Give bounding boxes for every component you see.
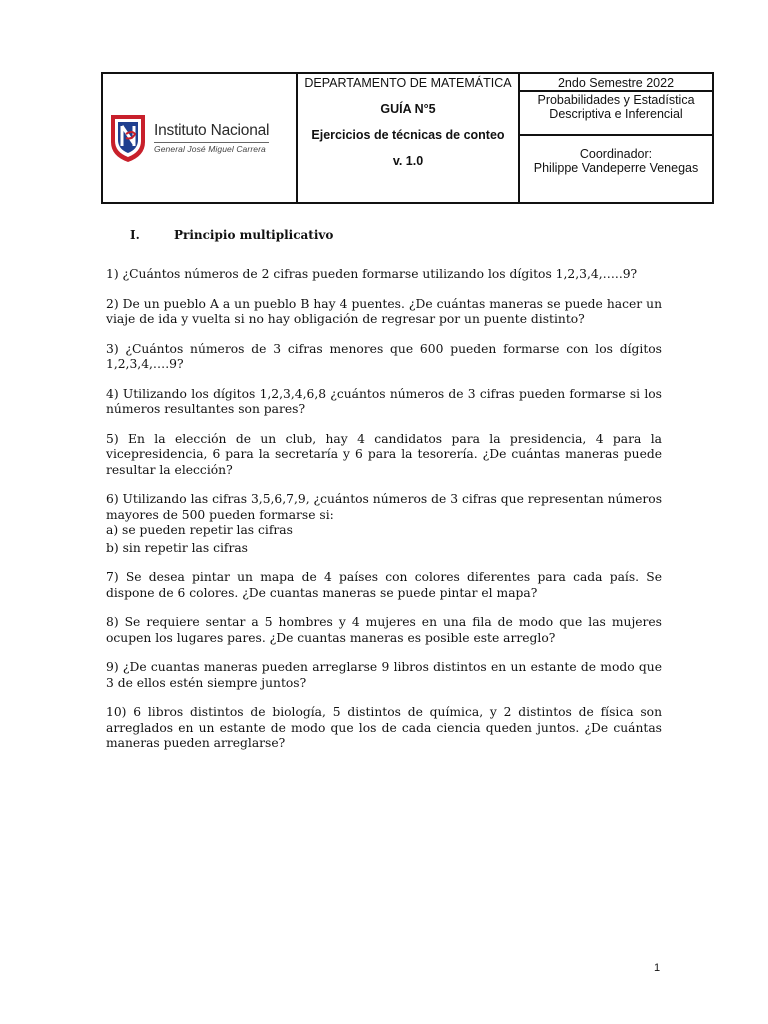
section-title: Principio multiplicativo bbox=[174, 228, 334, 242]
question-3: 3) ¿Cuántos números de 3 cifras menores que 600 pueden formarse con los dígitos 1,2,3,4,….9? bbox=[106, 341, 662, 371]
coordinator bbox=[520, 136, 712, 202]
guide-info-cell bbox=[298, 74, 520, 202]
question-1: 1) ¿Cuántos números de 2 cifras pueden formarse utilizando los dígitos 1,2,3,4,…..9? bbox=[106, 267, 638, 281]
coordinator-name: Philippe Vandeperre Venegas bbox=[533, 161, 699, 175]
guide-version: v. 1.0 bbox=[392, 154, 424, 168]
section-heading bbox=[130, 228, 333, 242]
questions-list bbox=[106, 267, 662, 766]
institution-subtitle: General José Miguel Carrera bbox=[154, 142, 269, 154]
page-number: 1 bbox=[654, 962, 661, 974]
course-info-cell bbox=[520, 74, 712, 202]
question-10: 10) 6 libros distintos de biología, 5 distintos de química, y 2 distintos de física son arreglados en un estante de modo que los de cada ciencia queden juntos. ¿De cuántas maneras pueden arreglarse? bbox=[106, 705, 662, 750]
guide-topic: Ejercicios de técnicas de conteo bbox=[311, 128, 505, 142]
question-2: 2) De un pueblo A a un pueblo B hay 4 puentes. ¿De cuántas maneras se puede hacer un viaje de ida y vuelta si no hay obligación de regresar por un puente distinto? bbox=[106, 296, 662, 326]
coordinator-label: Coordinador: bbox=[579, 147, 653, 161]
question-8: 8) Se requiere sentar a 5 hombres y 4 mujeres en una fila de modo que las mujeres ocupen los lugares pares. ¿De cuantas maneras es posible este arreglo? bbox=[106, 615, 662, 645]
department-name: DEPARTAMENTO DE MATEMÁTICA bbox=[304, 76, 512, 90]
question-6-option-a: a) se pueden repetir las cifras bbox=[106, 523, 293, 537]
question-5: 5) En la elección de un club, hay 4 candidatos para la presidencia, 4 para la vicepresidencia, 6 para la secretaría y 6 para la tesorería. ¿De cuántas maneras puede resultar la elección? bbox=[106, 431, 662, 477]
question-4: 4) Utilizando los dígitos 1,2,3,4,6,8 ¿cuántos números de 3 cifras pueden formarse si los números resultantes son pares? bbox=[106, 386, 662, 416]
section-number: I. bbox=[130, 228, 140, 242]
header-table bbox=[101, 72, 714, 204]
institution-name: Instituto Nacional bbox=[154, 122, 270, 139]
question-9: 9) ¿De cuantas maneras pueden arreglarse 9 libros distintos en un estante de modo que 3 de ellos estén siempre juntos? bbox=[106, 660, 662, 690]
question-6-option-b: b) sin repetir las cifras bbox=[106, 540, 248, 555]
guide-number: GUÍA N°5 bbox=[380, 102, 436, 116]
logo-cell bbox=[103, 74, 298, 202]
course-name: Probabilidades y Estadística Descriptiva e Inferencial bbox=[520, 92, 712, 136]
instituto-nacional-crest-icon bbox=[108, 112, 148, 164]
question-6: 6) Utilizando las cifras 3,5,6,7,9, ¿cuántos números de 3 cifras que representan números mayores de 500 pueden formarse si: bbox=[106, 492, 662, 522]
question-7: 7) Se desea pintar un mapa de 4 países con colores diferentes para cada país. Se dispone de 6 colores. ¿De cuantas maneras se puede pintar el mapa? bbox=[106, 570, 662, 600]
semester: 2ndo Semestre 2022 bbox=[520, 74, 712, 92]
